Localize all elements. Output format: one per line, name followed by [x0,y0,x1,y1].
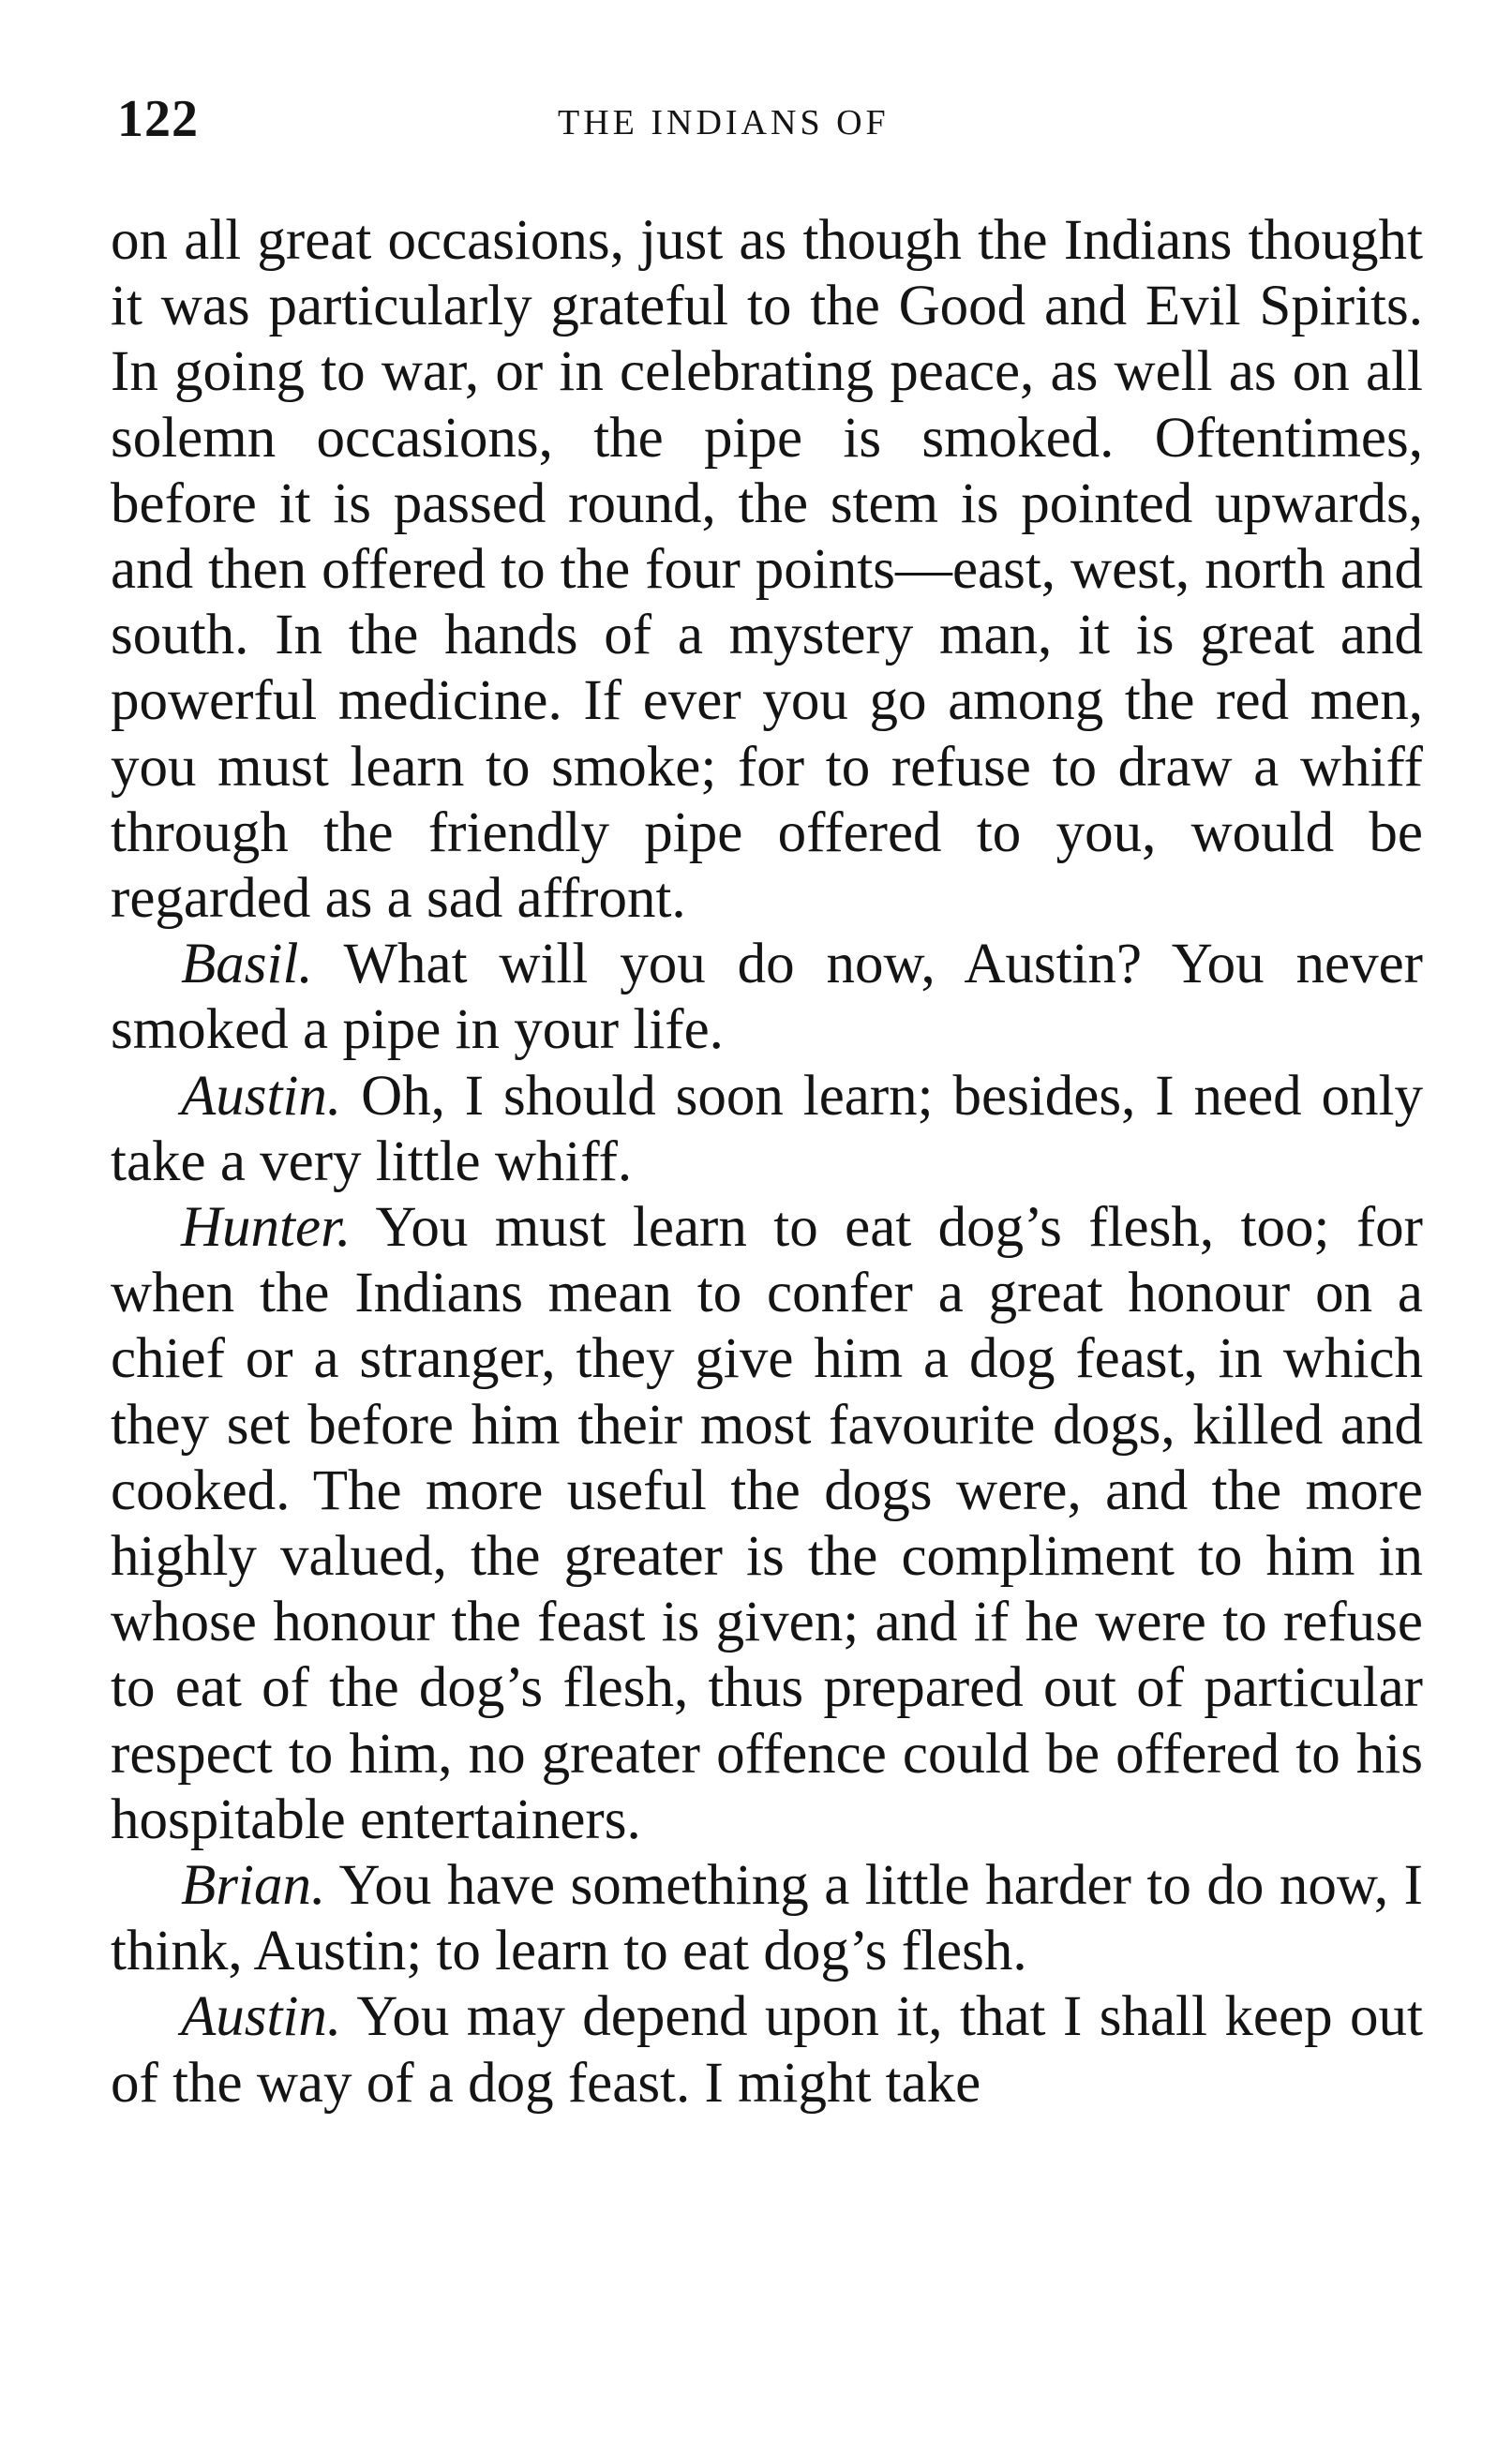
speaker-name: Hunter. [181,1196,352,1260]
running-head [117,89,1420,155]
paragraph-text: You must learn to eat dog’s flesh, too; for when the Indians mean to confer a great honour on a chief or a stranger, they give him a dog feast, in which they set before him their most favourite dogs, killed and cooked. The more useful the dogs were, and the more highly valued, the greater is the compliment to him in whose honour the feast is given; and if he were to refuse to eat of the dog’s flesh, thus prepared out of particular respect to him, no greater offence could be offered to his hospitable entertainers. [111,1196,1423,1851]
speaker-name: Austin. [181,1985,342,2049]
paragraph-text: You have something a little harder to do now, I think, Austin; to learn to eat dog’s flesh. [111,1854,1423,1983]
dialogue-paragraph-basil [111,932,1423,1063]
paragraph-continuation [111,208,1423,932]
speaker-name: Basil. [181,933,313,996]
dialogue-paragraph-austin-2 [111,1984,1423,2116]
body-text [111,208,1423,2116]
paragraph-text: on all great occasions, just as though the Indians thought it was particularly grateful to the Good and Evil Spirits. In going to war, or in celebrating peace, as well as on all solemn occasions, the pipe is smoked. Oftentimes, before it is passed round, the stem is pointed upwards, and then offered to the four points—east, west, north and south. In the hands of a mystery man, it is great and powerful medicine. If ever you go among the red men, you must learn to smoke; for to refuse to draw a whiff through the friendly pipe offered to you, would be regarded as a sad affront. [111,209,1423,931]
dialogue-paragraph-hunter [111,1195,1423,1853]
paragraph-text: You may depend upon it, that I shall keep out of the way of a dog feast. I might take [111,1985,1423,2115]
page-number: 122 [117,90,199,148]
dialogue-paragraph-austin [111,1064,1423,1195]
paragraph-text: Oh, I should soon learn; besides, I need only take a very little whiff. [111,1064,1424,1193]
dialogue-paragraph-brian [111,1853,1423,1984]
speaker-name: Austin. [181,1064,342,1128]
paragraph-text: What will you do now, Austin? You never smoked a pipe in your life. [111,933,1423,1062]
running-title: THE INDIANS OF [558,103,890,142]
speaker-name: Brian. [181,1854,326,1918]
